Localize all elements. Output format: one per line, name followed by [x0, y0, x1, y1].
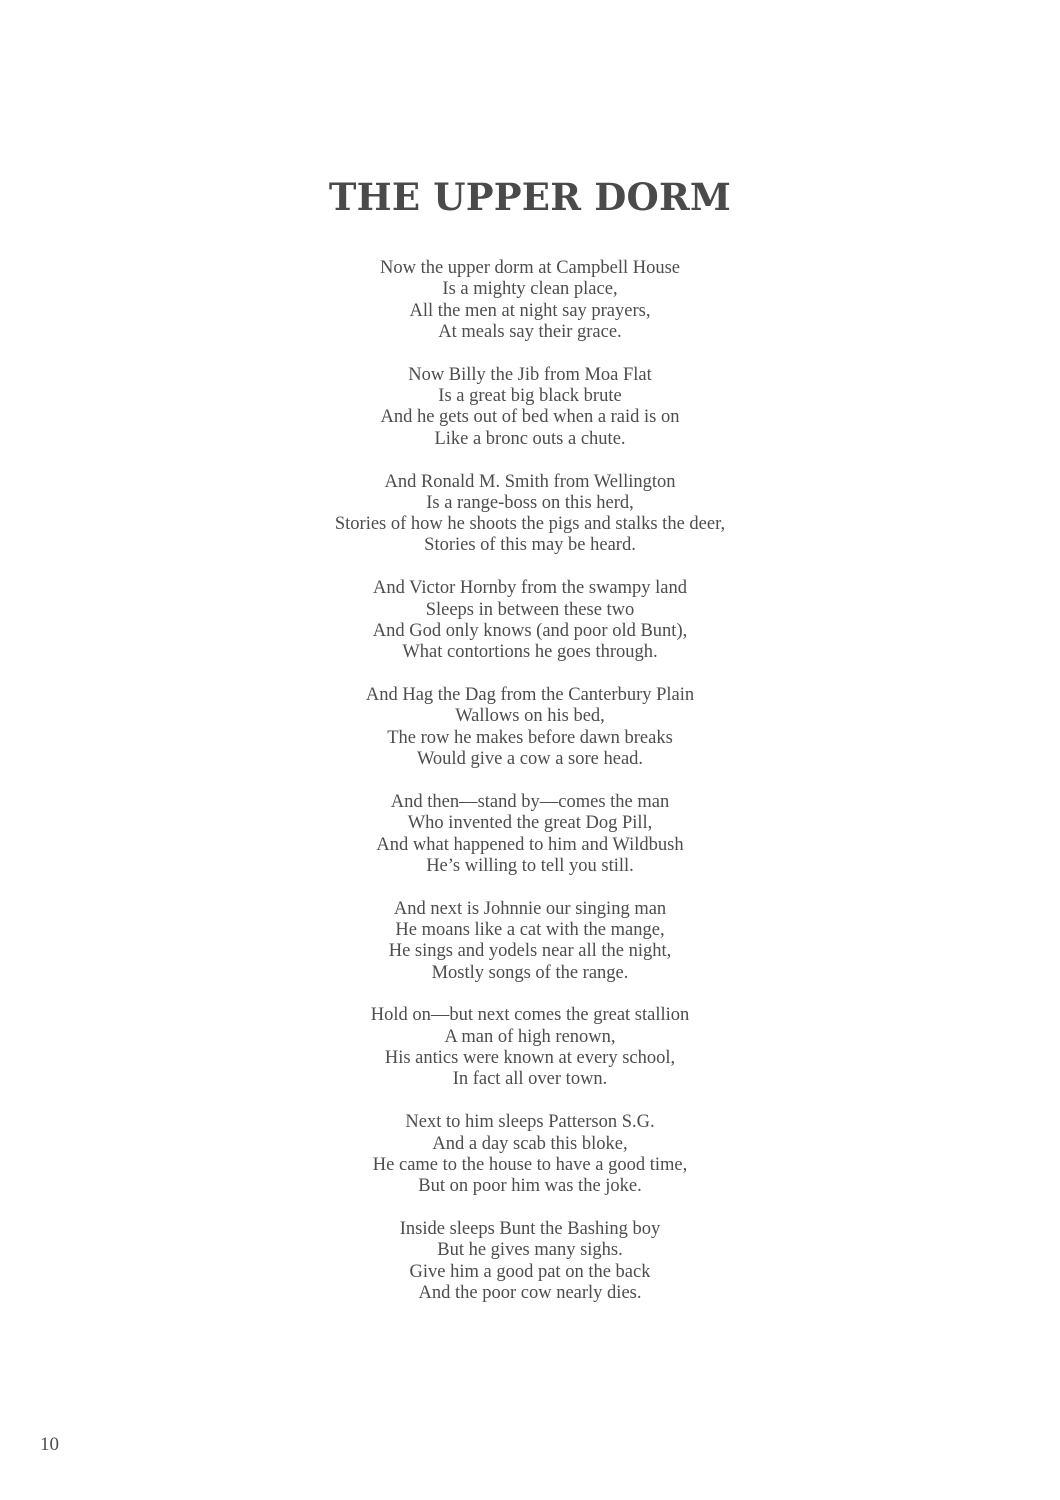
- poem-line: Is a mighty clean place,: [442, 279, 618, 300]
- poem-line: Next to him sleeps Patterson S.G.: [405, 1112, 655, 1133]
- poem-line: And then—stand by—comes the man: [390, 791, 670, 812]
- poem-line: Like a bronc outs a chute.: [434, 428, 626, 449]
- poem-line: Inside sleeps Bunt the Bashing boy: [399, 1219, 661, 1240]
- poem-line: And Hag the Dag from the Canterbury Plain: [365, 685, 695, 706]
- poem-line: And next is Johnnie our singing man: [393, 898, 667, 919]
- poem-line: In fact all over town.: [452, 1069, 608, 1090]
- stanza: [0, 1219, 1060, 1304]
- poem-title: THE UPPER DORM: [328, 175, 732, 219]
- stanza: [0, 578, 1060, 663]
- poem-line: He moans like a cat with the mange,: [395, 919, 665, 940]
- poem-line: But he gives many sighs.: [437, 1240, 623, 1261]
- poem-line: Mostly songs of the range.: [431, 962, 629, 983]
- stanza: [0, 472, 1060, 557]
- poem-line: Would give a cow a sore head.: [416, 749, 644, 770]
- poem-line: A man of high renown,: [444, 1026, 616, 1047]
- stanza: [0, 258, 1060, 343]
- poem-line: And the poor cow nearly dies.: [418, 1282, 642, 1303]
- poem-line: Wallows on his bed,: [455, 706, 605, 727]
- poem-line: Stories of this may be heard.: [424, 535, 636, 556]
- poem-line: His antics were known at every school,: [384, 1048, 676, 1069]
- poem-line: He came to the house to have a good time,: [372, 1154, 688, 1175]
- poem-line: But on poor him was the joke.: [418, 1176, 642, 1197]
- poem-line: All the men at night say prayers,: [409, 300, 651, 321]
- poem-line: Sleeps in between these two: [425, 599, 635, 620]
- stanza: [0, 792, 1060, 877]
- poem-line: Is a great big black brute: [438, 386, 622, 407]
- page-number: 10: [40, 1434, 59, 1455]
- poem-line: At meals say their grace.: [438, 321, 622, 342]
- poem-line: He’s willing to tell you still.: [426, 855, 634, 876]
- poem-line: What contortions he goes through.: [402, 642, 658, 663]
- stanza: [0, 1112, 1060, 1197]
- poem-line: And God only knows (and poor old Bunt),: [372, 620, 688, 641]
- poem-line: And Ronald M. Smith from Wellington: [384, 471, 676, 492]
- poem-line: Is a range-boss on this herd,: [426, 492, 634, 513]
- poem-line: Who invented the great Dog Pill,: [407, 813, 653, 834]
- stanza: [0, 365, 1060, 450]
- poem-line: And Victor Hornby from the swampy land: [372, 578, 688, 599]
- stanza: [0, 1005, 1060, 1090]
- poem-line: And what happened to him and Wildbush: [376, 834, 684, 855]
- poem-line: Give him a good pat on the back: [409, 1261, 651, 1282]
- poem-line: And he gets out of bed when a raid is on: [380, 407, 680, 428]
- stanza: [0, 899, 1060, 984]
- poem-body: [0, 258, 1060, 1326]
- poem-line: And a day scab this bloke,: [432, 1133, 628, 1154]
- poem-line: Now Billy the Jib from Moa Flat: [408, 364, 652, 385]
- stanza: [0, 685, 1060, 770]
- poem-line: He sings and yodels near all the night,: [388, 941, 672, 962]
- poem-line: Now the upper dorm at Campbell House: [379, 258, 681, 278]
- poem-line: Hold on—but next comes the great stallion: [370, 1005, 690, 1026]
- poem-line: The row he makes before dawn breaks: [387, 727, 673, 748]
- poem-line: Stories of how he shoots the pigs and stalks the deer,: [334, 514, 726, 535]
